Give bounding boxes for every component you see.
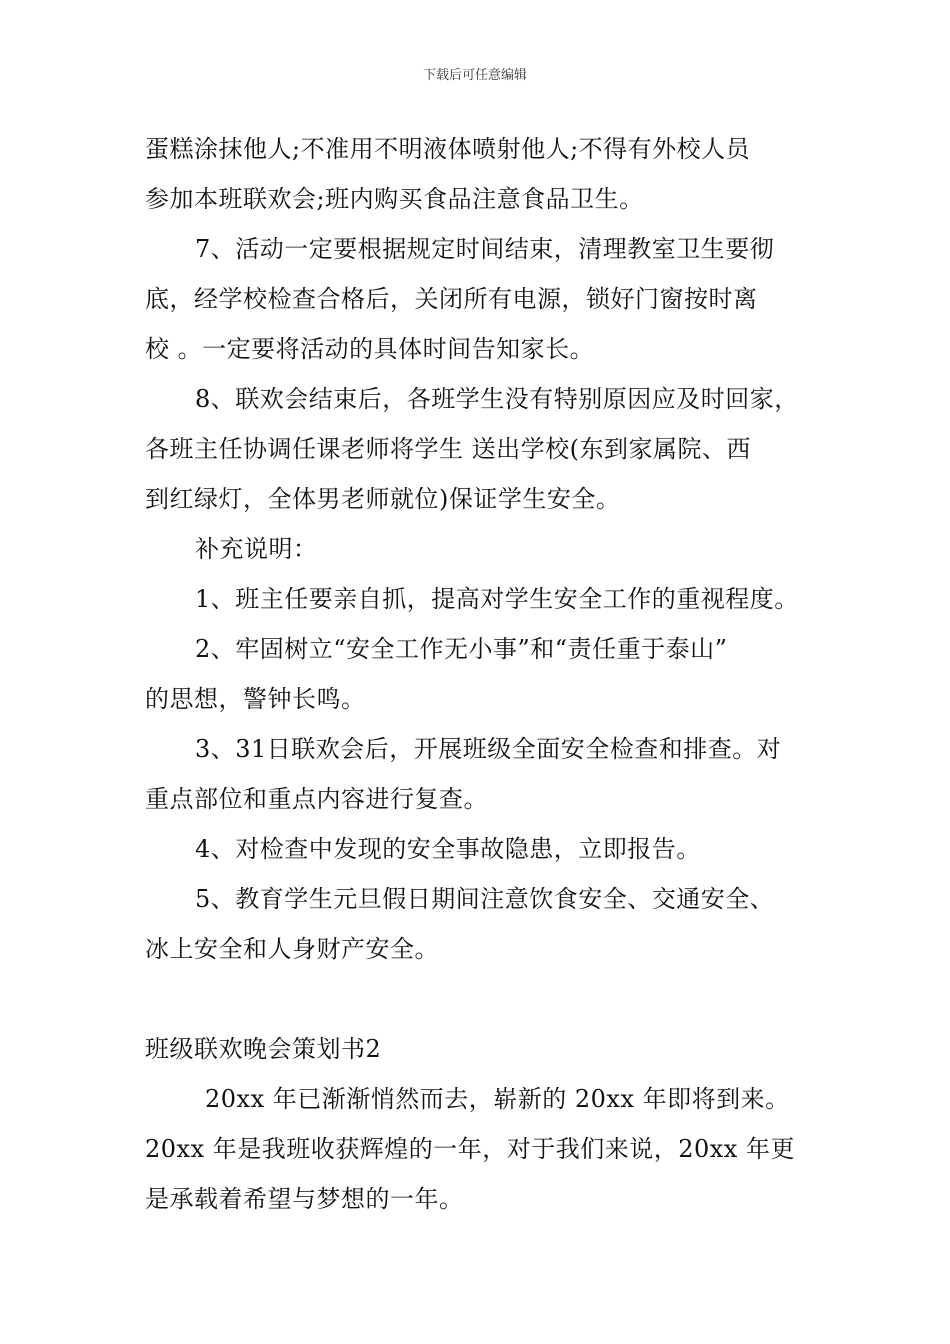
body-line: 到红绿灯，全体男老师就位)保证学生安全。 (145, 485, 621, 513)
body-line: 的思想，警钟长鸣。 (145, 685, 366, 713)
body-line: 2、牢固树立“安全工作无小事”和“责任重于泰山” (195, 635, 728, 663)
body-line: 底，经学校检查合格后，关闭所有电源，锁好门窗按时离 (145, 285, 758, 313)
body-line: 3、31日联欢会后，开展班级全面安全检查和排查。对 (195, 735, 782, 763)
body-line: 各班主任协调任课老师将学生 送出学校(东到家属院、西 (145, 435, 751, 463)
body-line: 1、班主任要亲自抓，提高对学生安全工作的重视程度。 (195, 585, 799, 613)
body-line: 8、联欢会结束后，各班学生没有特别原因应及时回家， (195, 385, 799, 413)
body-line: 5、教育学生元旦假日期间注意饮食安全、交通安全、 (195, 885, 775, 913)
body-line: 重点部位和重点内容进行复查。 (145, 785, 488, 813)
body-line: 4、对检查中发现的安全事故隐患，立即报告。 (195, 835, 701, 863)
body-line: 蛋糕涂抹他人;不准用不明液体喷射他人;不得有外校人员 (145, 135, 751, 163)
body-line: 20xx 年已渐渐悄然而去，崭新的 20xx 年即将到来。 (205, 1085, 790, 1113)
body-line: 是承载着希望与梦想的一年。 (145, 1185, 464, 1213)
body-line: 20xx 年是我班收获辉煌的一年，对于我们来说，20xx 年更 (145, 1135, 795, 1163)
body-line: 校 。一定要将活动的具体时间告知家长。 (145, 335, 595, 363)
section-title: 班级联欢晚会策划书2 (145, 1035, 382, 1063)
body-line: 7、活动一定要根据规定时间结束，清理教室卫生要彻 (195, 235, 775, 263)
section-label: 补充说明： (195, 535, 318, 563)
page-header: 下载后可任意编辑 (422, 68, 527, 83)
body-line: 参加本班联欢会;班内购买食品注意食品卫生。 (145, 185, 644, 213)
body-line: 冰上安全和人身财产安全。 (145, 935, 439, 963)
